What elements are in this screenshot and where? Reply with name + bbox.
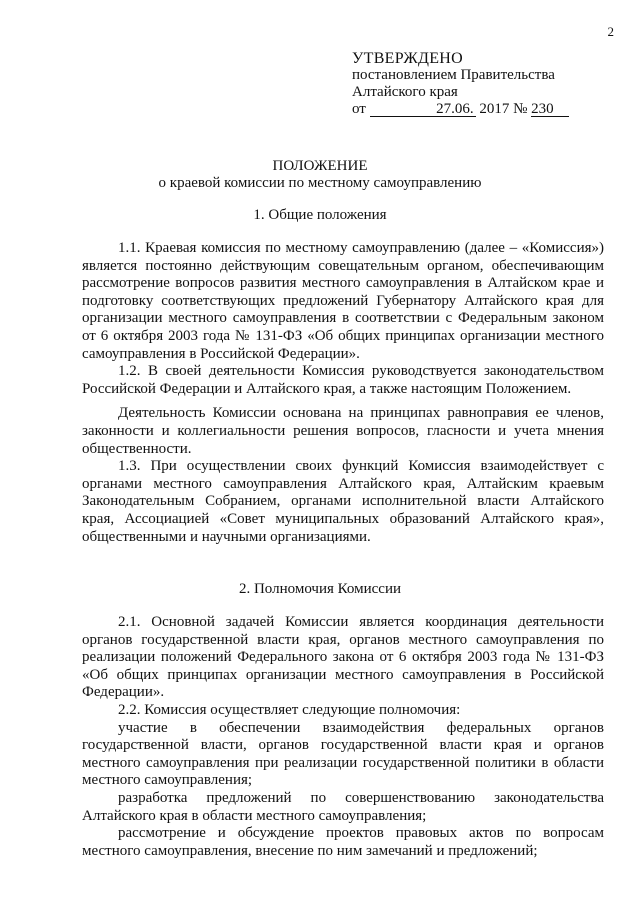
section-2-body xyxy=(82,614,604,860)
paragraph: 2.2. Комиссия осуществляет следующие полномочия: xyxy=(118,701,461,718)
approval-date-row xyxy=(352,101,612,118)
paragraph: разработка предложений по совершенствованию законодательства Алтайского края в области местного самоуправления; xyxy=(82,789,604,824)
paragraph: 1.2. В своей деятельности Комиссия руководствуется законодательством Российской Федерации и Алтайского края, а также настоящим Положением. xyxy=(82,363,604,397)
title-main: ПОЛОЖЕНИЕ xyxy=(272,158,368,174)
title-subtitle: о краевой комиссии по местному самоуправлению xyxy=(158,175,482,191)
approval-heading: УТВЕРЖДЕНО xyxy=(352,50,464,67)
paragraph: рассмотрение и обсуждение проектов правовых актов по вопросам местного самоуправления, внесение по ним замечаний и предложений; xyxy=(82,825,604,859)
approval-line-2: Алтайского края xyxy=(352,84,458,100)
section-1-body xyxy=(82,240,604,546)
paragraph: Деятельность Комиссии основана на принципах равноправия ее членов, законности и коллегиальности решения вопросов, гласности и учета мнения общественности. xyxy=(82,405,604,457)
approval-number: 230 xyxy=(531,102,569,117)
document-title xyxy=(0,158,640,192)
paragraph: 1.3. При осуществлении своих функций Комиссия взаимодействует с органами местного самоуправления Алтайского края, Алтайским краевым Законодательным Собранием, органами исполнительной власти Алтайского края, Ассоциацией «Совет муниципальных образований Алтайского края», общественными и научными организациями. xyxy=(82,458,604,545)
approval-line-1: постановлением Правительства xyxy=(352,67,555,83)
paragraph: участие в обеспечении взаимодействия федеральных органов государственной власти, органов государственной власти края и органов местного самоуправления при реализации государственной политики в области местного самоуправления; xyxy=(82,719,604,789)
approval-year: 2017 № xyxy=(479,101,528,117)
section-1-heading: 1. Общие положения xyxy=(253,207,387,223)
approval-from-label: от xyxy=(352,101,366,117)
approval-date: 27.06. xyxy=(370,102,476,117)
paragraph: 1.1. Краевая комиссия по местному самоуправлению (далее – «Комиссия») является постоянно действующим совещательным органом, обеспечивающим рассмотрение вопросов развития местного самоуправления в Алтайском крае и подготовку соответствующих предложений Губернатору Алтайского края для организации местного самоуправления в соответствии с Федеральным законом от 6 октября 2003 года № 131-ФЗ «Об общих принципах организации местного самоуправления в Российской Федерации». xyxy=(82,240,604,362)
paragraph: 2.1. Основной задачей Комиссии является координация деятельности органов государственной власти края, органов местного самоуправления по реализации положений Федерального закона от 6 октября 2003 года № 131-ФЗ «Об общих принципах организации местного самоуправления в Российской Федерации». xyxy=(82,614,604,701)
section-2-heading: 2. Полномочия Комиссии xyxy=(238,581,402,597)
page-number: 2 xyxy=(607,24,614,39)
approval-stamp xyxy=(352,50,612,118)
